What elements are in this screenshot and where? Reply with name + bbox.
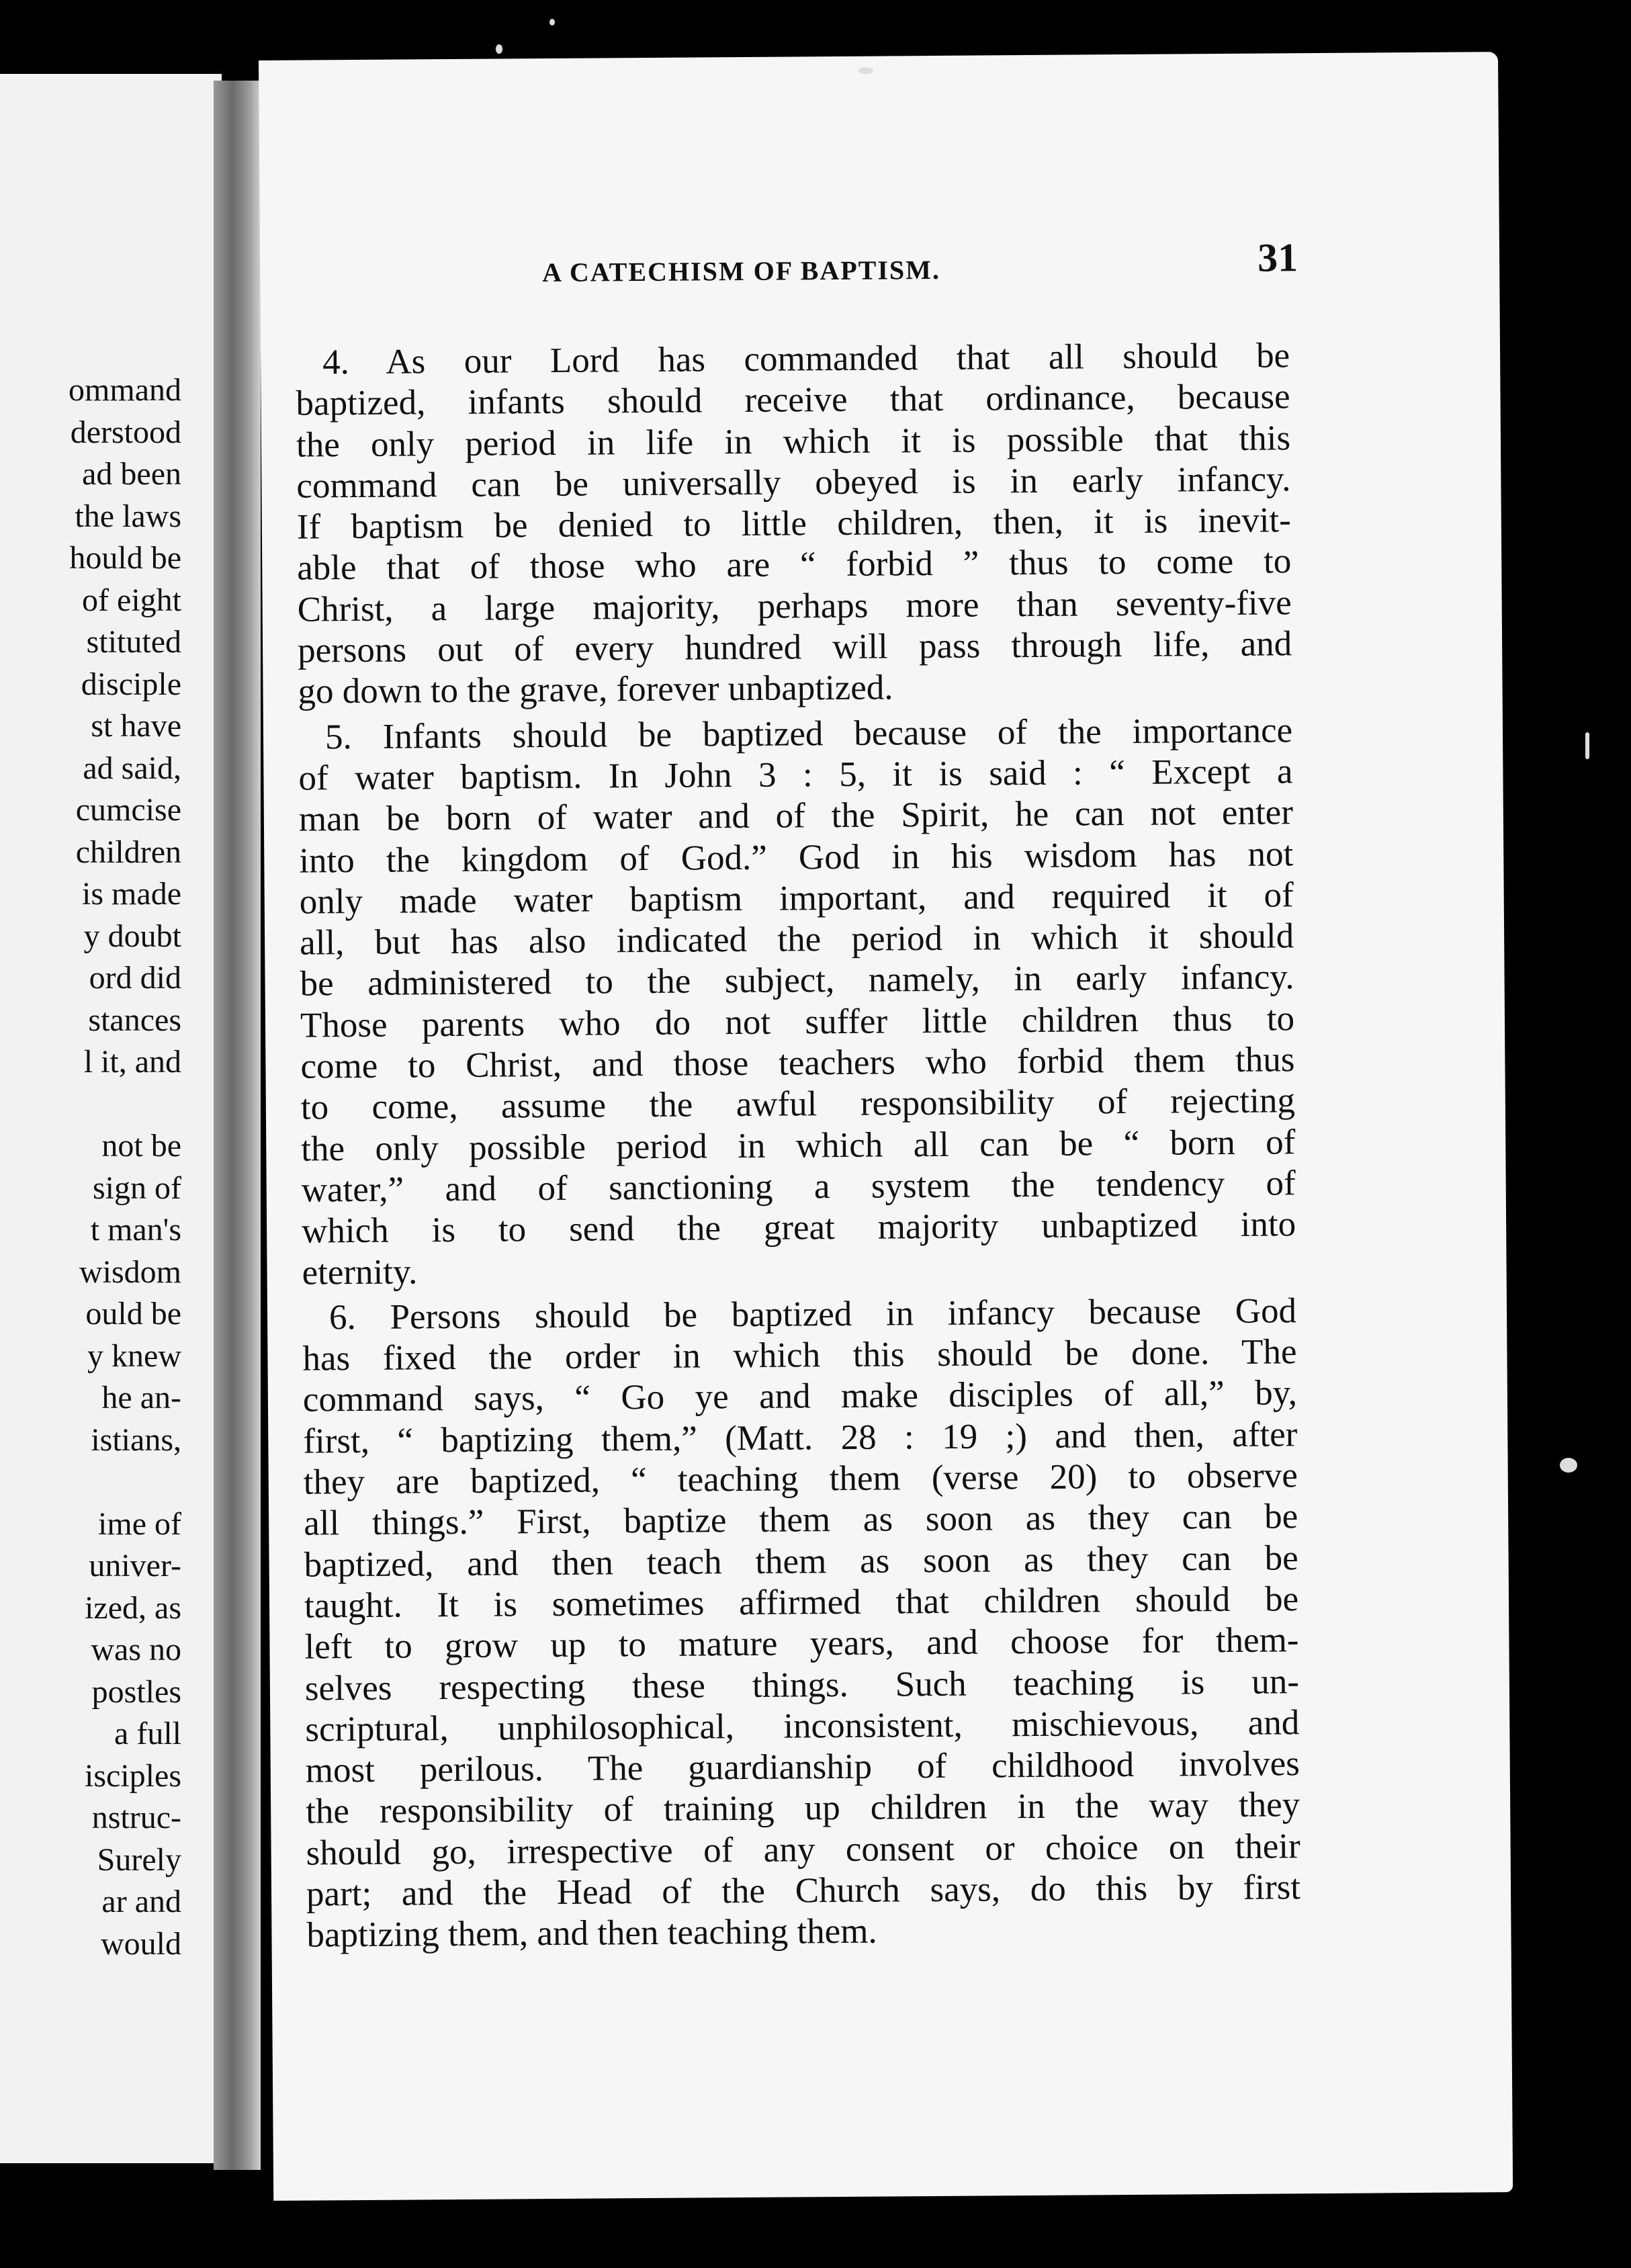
- text-line: the responsibility of training up children in the way they: [305, 1785, 1301, 1831]
- left-page-line: children: [75, 834, 181, 870]
- left-page-line: ized, as: [85, 1589, 181, 1626]
- text-line: go down to the grave, forever unbaptized.: [298, 668, 893, 711]
- text-line: selves respecting these things. Such teaching is un-: [304, 1661, 1300, 1708]
- left-page-line: not be: [101, 1128, 181, 1164]
- text-line: water,” and of sanctioning a system the tendency of: [301, 1164, 1296, 1210]
- page-number: 31: [1257, 235, 1298, 280]
- text-line: able that of those who are “ forbid ” thus to come to: [297, 541, 1292, 588]
- text-line: should go, irrespective of any consent or choice on their: [306, 1826, 1301, 1873]
- left-page-line: wisdom: [79, 1254, 181, 1290]
- left-page-line: he an-: [101, 1380, 181, 1415]
- text-line: command can be universally obeyed is in early infancy.: [296, 460, 1291, 506]
- left-page-line: ime of: [98, 1506, 181, 1542]
- text-line: the only period in life in which it is possible that this: [296, 418, 1291, 465]
- text-line: come to Christ, and those teachers who forbid them thus: [300, 1040, 1295, 1086]
- left-page-line: t man's: [90, 1212, 181, 1248]
- text-line: first, “ baptizing them,” (Matt. 28 : 19 ;) and then, after: [303, 1414, 1298, 1461]
- left-page-line: [0, 1084, 181, 1126]
- left-page-line: l it, and: [83, 1044, 181, 1080]
- left-page-line: ord did: [89, 960, 181, 996]
- left-page-line: isciples: [85, 1757, 181, 1794]
- left-page-line: ommand: [69, 372, 181, 408]
- left-facing-page: [0, 74, 222, 2163]
- dust-speck: [496, 44, 502, 54]
- text-line: man be born of water and of the Spirit, he can not enter: [298, 793, 1294, 839]
- text-line: of water baptism. In John 3 : 5, it is said : “ Except a: [298, 752, 1293, 798]
- left-page-line: nstruc-: [91, 1800, 181, 1835]
- dust-speck: [549, 19, 555, 26]
- dust-speck: [1585, 732, 1589, 759]
- left-page-line: the laws: [75, 498, 181, 534]
- main-page: [259, 52, 1513, 2201]
- left-page-line: stances: [88, 1002, 181, 1038]
- left-page-line: stituted: [86, 624, 181, 660]
- left-page-line: a full: [114, 1716, 181, 1751]
- text-line: command says, “ Go ye and make disciples of all,” by,: [302, 1373, 1298, 1420]
- left-page-line: Surely: [97, 1841, 181, 1878]
- left-page-line: ar and: [101, 1884, 181, 1919]
- left-page-line: univer-: [89, 1548, 181, 1583]
- text-line: the only possible period in which all can be “ born of: [301, 1122, 1296, 1169]
- dust-speck: [858, 67, 873, 74]
- text-line: 6. Persons should be baptized in infancy because God: [328, 1291, 1297, 1338]
- text-line: eternity.: [302, 1252, 418, 1293]
- text-line: If baptism be denied to little children, then, it is inevit-: [296, 500, 1292, 547]
- text-line: has fixed the order in which this should be done. The: [302, 1332, 1297, 1379]
- left-page-line: derstood: [70, 414, 181, 450]
- text-line: Those parents who do not suffer little children thus to: [300, 999, 1295, 1045]
- text-line: all, but has also indicated the period in which it should: [299, 916, 1294, 963]
- left-page-line: [0, 1461, 181, 1503]
- left-page-line: ad been: [82, 456, 181, 492]
- book-gutter: [214, 81, 261, 2170]
- left-page-line: of eight: [82, 582, 181, 618]
- left-page-line: hould be: [69, 540, 181, 576]
- left-page-line: ad said,: [83, 750, 181, 786]
- left-page-text: [0, 369, 181, 1965]
- left-page-line: st have: [91, 708, 181, 744]
- text-line: which is to send the great majority unbaptized into: [301, 1205, 1296, 1251]
- left-page-line: y doubt: [83, 918, 181, 954]
- left-page-line: postles: [91, 1673, 181, 1710]
- text-line: part; and the Head of the Church says, do this by first: [306, 1868, 1301, 1914]
- text-line: baptized, infants should receive that ordinance, because: [296, 377, 1290, 423]
- left-page-line: disciple: [81, 666, 181, 702]
- text-line: only made water baptism important, and required it of: [299, 875, 1294, 922]
- text-line: all things.” First, baptize them as soon as they can be: [304, 1497, 1298, 1543]
- running-head: A CATECHISM OF BAPTISM.: [542, 254, 941, 288]
- left-page-line: was no: [91, 1632, 181, 1667]
- text-line: Christ, a large majority, perhaps more than seventy-five: [297, 583, 1292, 629]
- text-line: left to grow up to mature years, and choose for them-: [304, 1620, 1299, 1667]
- text-line: into the kingdom of God.” God in his wisdom has not: [299, 834, 1294, 881]
- text-line: they are baptized, “ teaching them (verse 20) to observe: [303, 1456, 1298, 1502]
- text-line: baptizing them, and then teaching them.: [306, 1911, 877, 1955]
- text-line: 5. Infants should be baptized because of the importance: [324, 710, 1293, 757]
- text-line: to come, assume the awful responsibility of rejecting: [300, 1081, 1296, 1127]
- text-line: scriptural, unphilosophical, inconsistent, mischievous, and: [305, 1703, 1300, 1749]
- left-page-line: would: [101, 1925, 181, 1962]
- text-line: 4. As our Lord has commanded that all should be: [322, 336, 1290, 382]
- left-page-line: cumcise: [75, 792, 181, 828]
- dust-speck: [1560, 1458, 1577, 1473]
- left-page-line: y knew: [87, 1338, 181, 1374]
- text-line: baptized, and then teach them as soon as they can be: [304, 1538, 1298, 1585]
- left-page-line: is made: [82, 876, 181, 912]
- left-page-line: sign of: [93, 1170, 181, 1206]
- text-line: be administered to the subject, namely, in early infancy.: [300, 957, 1294, 1004]
- text-line: taught. It is sometimes affirmed that children should be: [304, 1579, 1299, 1626]
- text-line: most perilous. The guardianship of childhood involves: [305, 1744, 1300, 1790]
- body-text: [296, 335, 1301, 1956]
- text-line: persons out of every hundred will pass through life, and: [297, 624, 1292, 670]
- left-page-line: istians,: [91, 1422, 181, 1458]
- left-page-line: ould be: [85, 1296, 181, 1332]
